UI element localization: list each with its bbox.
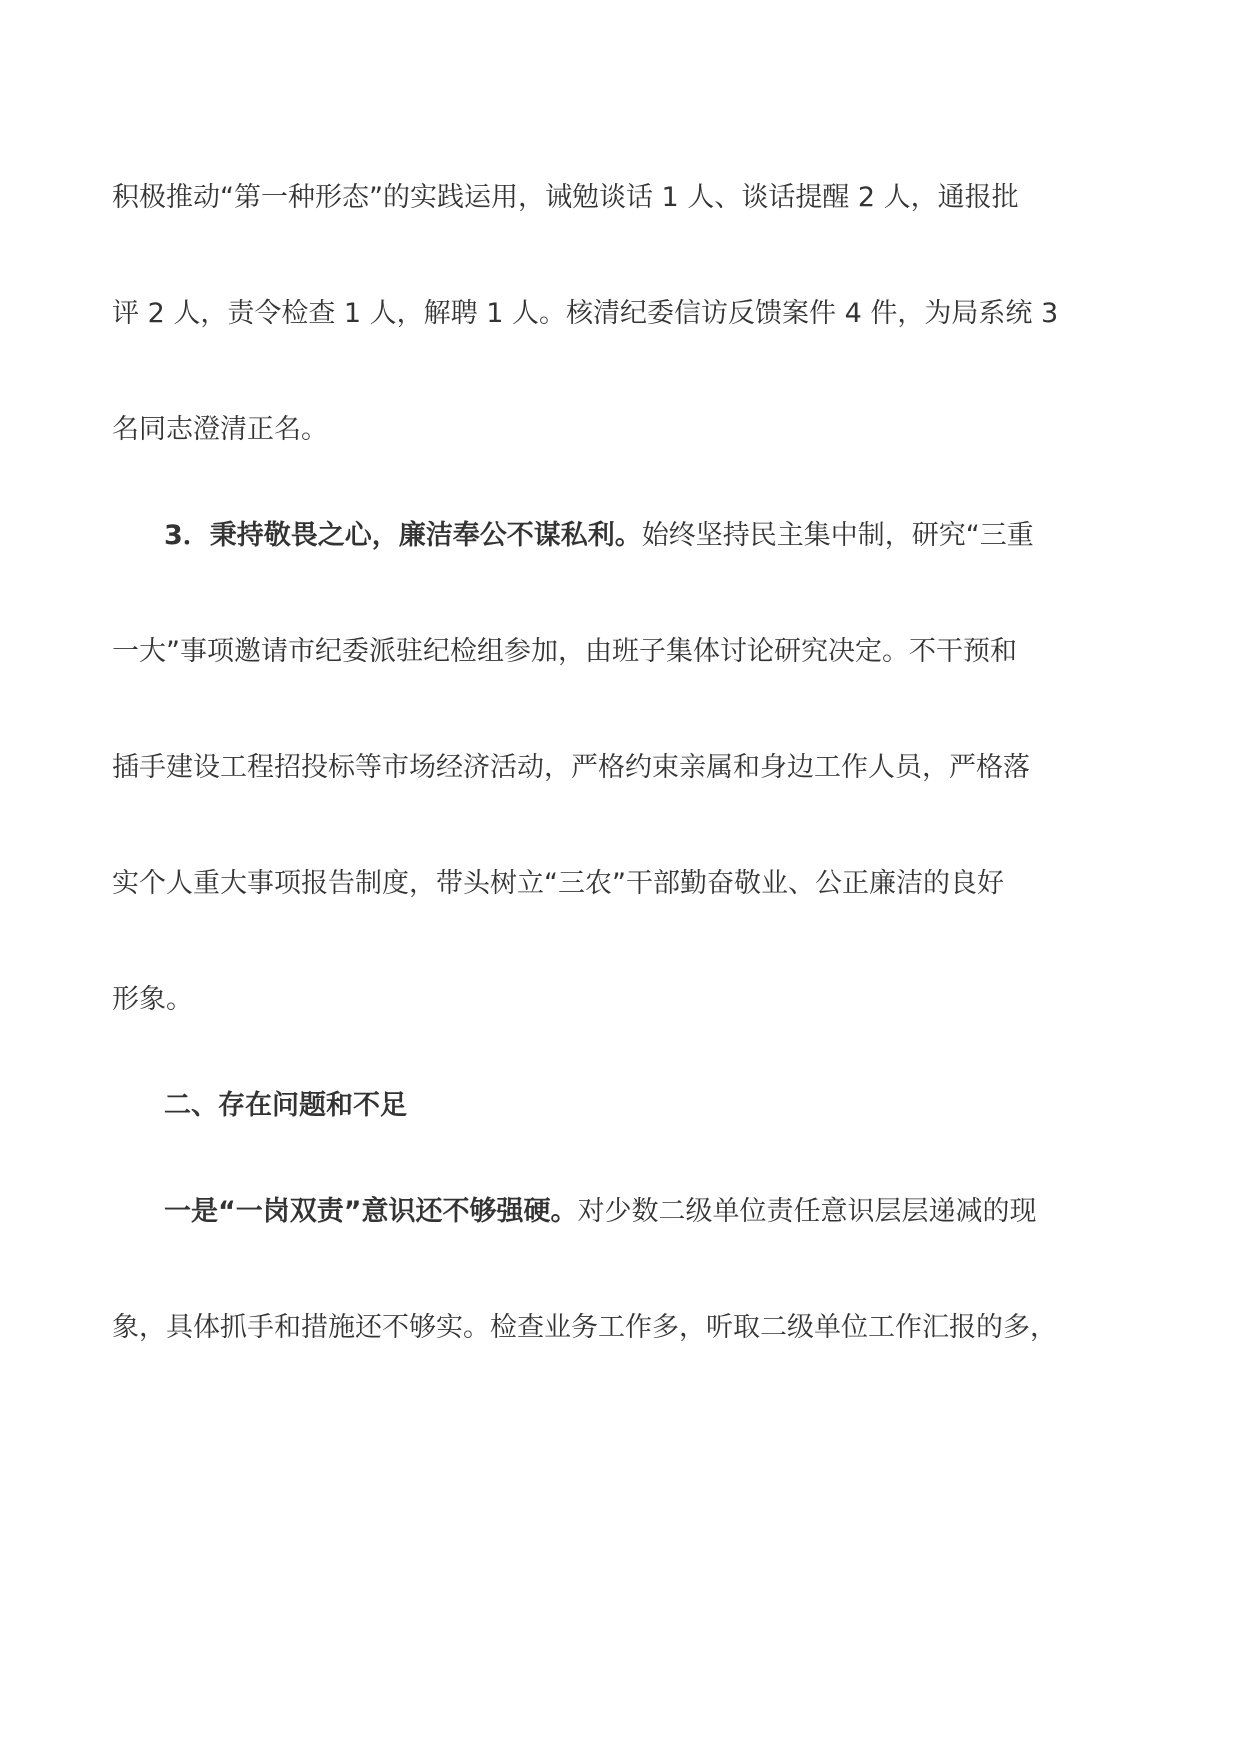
section-3-line-5 <box>112 978 193 1022</box>
line-text: 一大”事项邀请市纪委派驻纪检组参加，由班子集体讨论研究决定。不干预和 <box>112 636 1017 667</box>
line-text: 象，具体抓手和措施还不够实。检查业务工作多，听取二级单位工作汇报的多， <box>112 1312 1057 1343</box>
line-text: 名同志澄清正名。 <box>112 414 328 445</box>
line-text: 积极推动“第一种形态”的实践运用，诫勉谈话 1 人、谈话提醒 2 人，通报批 <box>112 182 1019 213</box>
section-3-heading: 3．秉持敬畏之心，廉洁奉公不谋私利。 <box>164 520 642 551</box>
issue-1-line-2 <box>112 1306 1057 1350</box>
line-text: 插手建设工程招投标等市场经济活动，严格约束亲属和身边工作人员，严格落 <box>112 752 1030 783</box>
section-3-line-4 <box>112 862 1004 906</box>
issue-1-line-1 <box>164 1190 1037 1234</box>
section-3-line-3 <box>112 746 1030 790</box>
line-text: 始终坚持民主集中制，研究“三重 <box>641 520 1034 551</box>
section-3-line-1 <box>164 514 1034 558</box>
paragraph-line-3 <box>112 408 328 452</box>
paragraph-line-1 <box>112 176 1019 220</box>
line-text: 对少数二级单位责任意识层层递减的现 <box>577 1196 1037 1227</box>
line-text: 实个人重大事项报告制度，带头树立“三农”干部勤奋敬业、公正廉洁的良好 <box>112 868 1004 899</box>
issue-1-heading: 一是“一岗双责”意识还不够强硬。 <box>164 1196 578 1227</box>
paragraph-line-2 <box>112 292 1058 336</box>
line-text: 形象。 <box>112 984 193 1015</box>
section-heading <box>164 1084 407 1128</box>
section-3-line-2 <box>112 630 1017 674</box>
line-text: 评 2 人，责令检查 1 人，解聘 1 人。核清纪委信访反馈案件 4 件，为局系统 3 <box>112 298 1059 329</box>
section-heading-text: 二、存在问题和不足 <box>164 1090 407 1121</box>
